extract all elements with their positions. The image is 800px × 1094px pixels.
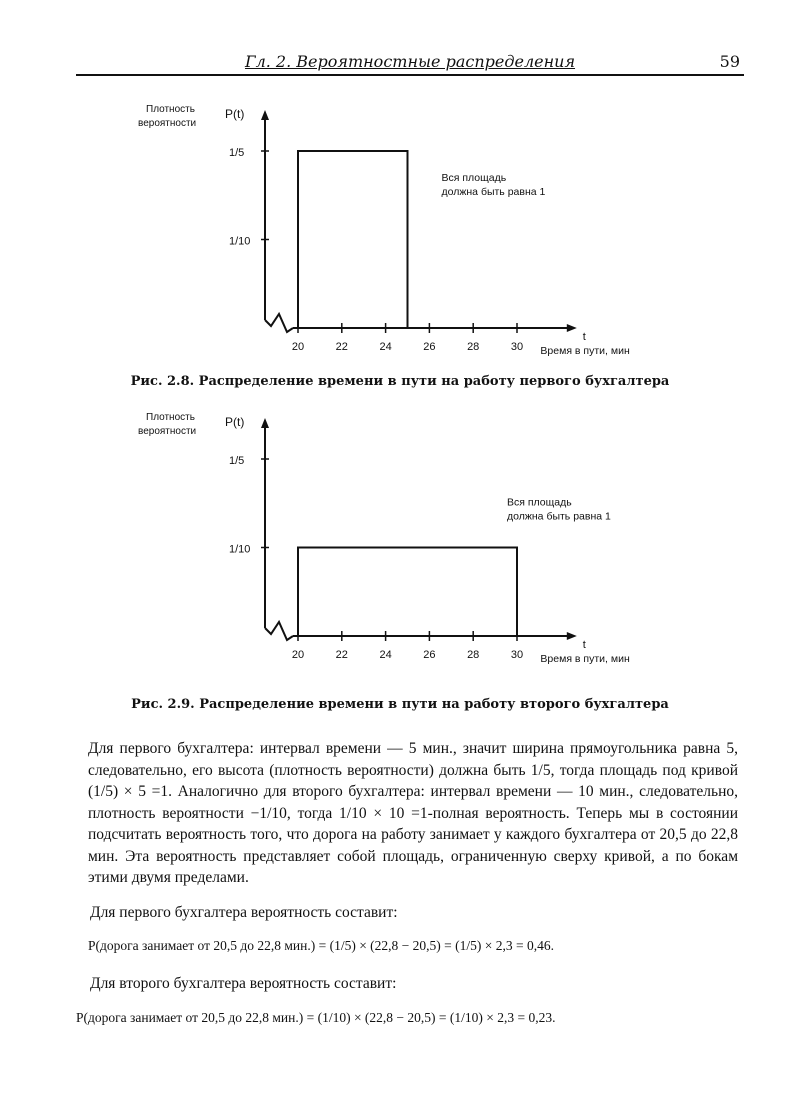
x-tick-label: 30	[510, 649, 524, 661]
x-axis-arrow	[567, 324, 577, 332]
figure-2-9-caption: Рис. 2.9. Распределение времени в пути на работу второго бухгалтера	[131, 697, 669, 712]
lead-second-accountant: Для второго бухгалтера вероятность составит:	[90, 975, 397, 992]
annotation-line2: должна быть равна 1	[507, 510, 611, 523]
header-rule	[76, 74, 744, 76]
x-tick-label: 28	[467, 341, 480, 353]
x-axis-label: Время в пути, мин	[540, 345, 630, 357]
x-axis-arrow	[567, 632, 577, 640]
y-label-line2: вероятности	[138, 118, 197, 129]
figure-2-8-caption: Рис. 2.8. Распределение времени в пути на работу первого бухгалтера	[130, 374, 670, 389]
y-symbol: P(t)	[225, 415, 245, 429]
figure-2-9-chart	[0, 404, 800, 676]
x-tick-label: 26	[423, 649, 436, 661]
page-number: 59	[719, 52, 740, 71]
running-header	[76, 52, 744, 78]
figure-2-8-chart	[0, 96, 800, 368]
x-symbol: t	[582, 331, 586, 343]
axis-break-mark	[265, 314, 293, 332]
axis-break-mark	[265, 622, 293, 640]
x-tick-label: 24	[379, 649, 392, 661]
body-paragraph	[88, 738, 738, 889]
y-label-line2: вероятности	[138, 426, 197, 437]
x-tick-label: 24	[379, 341, 392, 353]
x-axis-label: Время в пути, мин	[540, 653, 630, 665]
y-axis-arrow	[261, 418, 269, 428]
y-label-line1: Плотность	[146, 104, 195, 115]
y-symbol: P(t)	[225, 107, 245, 121]
y-axis-arrow	[261, 110, 269, 120]
x-tick-label: 28	[467, 649, 480, 661]
density-rectangle	[298, 151, 408, 328]
y-tick-label: 1/10	[229, 235, 251, 248]
formula-first-accountant: Р(дорога занимает от 20,5 до 22,8 мин.) = (1/5) × (22,8 − 20,5) = (1/5) × 2,3 = 0,46.	[88, 938, 554, 953]
x-tick-label: 22	[335, 649, 348, 661]
x-tick-label: 30	[510, 341, 524, 353]
annotation-line2: должна быть равна 1	[441, 186, 546, 198]
y-label-line1: Плотность	[146, 412, 195, 423]
formula-second-accountant: Р(дорога занимает от 20,5 до 22,8 мин.) = (1/10) × (22,8 − 20,5) = (1/10) × 2,3 = 0,23.	[76, 1010, 556, 1025]
x-tick-label: 20	[291, 649, 305, 661]
x-tick-label: 20	[291, 341, 305, 353]
y-tick-label: 1/5	[229, 455, 245, 467]
y-tick-label: 1/10	[229, 543, 251, 556]
x-symbol: t	[582, 639, 586, 651]
paragraph-text: Для первого бухгалтера: интервал времени — 5 мин., значит ширина прямоугольника равна 5, следовательно, его высота (плотность вероятности) должна быть 1/5, тогда площадь под кривой (1/5) × 5 =1. Аналогично для второго бухгалтера: интервал времени — 10 мин., следовательно, плотность вероятности −1/10, тогда 1/10 × 10 =1-полная вероятность. Теперь мы в состоянии подсчитать вероятность того, что дорога на работу занимает у каждого бухгалтера от 20,5 до 22,8 мин. Эта вероятность представляет собой площадь, ограниченную сверху кривой, а по бокам этими двумя пределами.	[88, 740, 738, 886]
y-tick-label: 1/5	[229, 147, 245, 159]
x-tick-label: 22	[335, 341, 348, 353]
annotation-line1: Вся площадь	[507, 496, 572, 509]
annotation-line1: Вся площадь	[441, 172, 507, 184]
chapter-title: Гл. 2. Вероятностные распределения	[244, 52, 576, 71]
lead-first-accountant: Для первого бухгалтера вероятность составит:	[90, 904, 398, 921]
density-rectangle	[298, 548, 517, 637]
x-tick-label: 26	[423, 341, 436, 353]
